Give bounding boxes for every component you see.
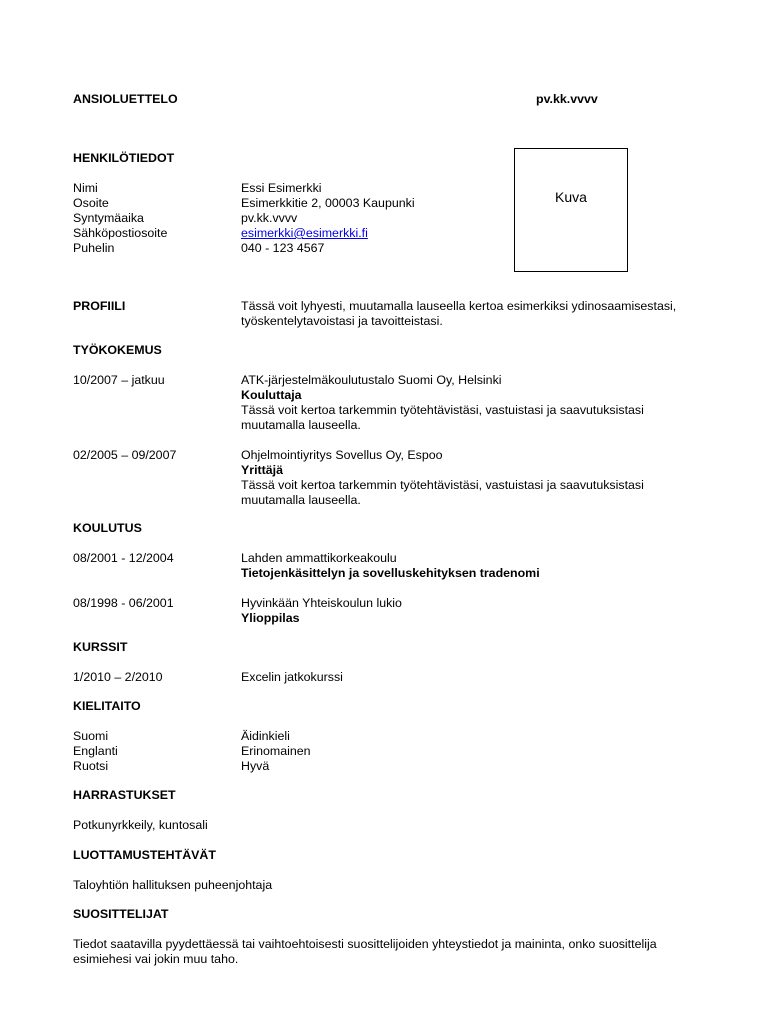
education-period-2: 08/1998 - 06/2001 [73,596,174,610]
language-1: Suomi [73,729,109,743]
value-phone: 040 - 123 4567 [241,241,325,255]
label-email: Sähköpostiosoite [73,226,168,240]
value-address: Esimerkkitie 2, 00003 Kaupunki [241,196,415,210]
experience-desc-1a: Tässä voit kertoa tarkemmin työtehtävistäsi, vastuistasi ja saavutuksistasi [241,403,644,417]
experience-role-2: Yrittäjä [241,463,284,477]
course-name-1: Excelin jatkokurssi [241,670,343,684]
language-3: Ruotsi [73,759,109,773]
hobbies-text: Potkunyrkkeily, kuntosali [73,818,208,832]
profile-text-line-1: Tässä voit lyhyesti, muutamalla lauseella kertoa esimerkiksi ydinosaamisestasi, [241,299,677,313]
personal-heading: HENKILÖTIEDOT [73,151,175,165]
language-level-3: Hyvä [241,759,270,773]
experience-heading: TYÖKOKEMUS [73,343,162,357]
courses-heading: KURSSIT [73,640,128,654]
document-title: ANSIOLUETTELO [73,92,178,106]
trust-heading: LUOTTAMUSTEHTÄVÄT [73,848,216,862]
profile-heading: PROFIILI [73,299,126,313]
experience-role-1: Kouluttaja [241,388,302,402]
experience-org-1: ATK-järjestelmäkoulutustalo Suomi Oy, Helsinki [241,373,502,387]
experience-desc-2a: Tässä voit kertoa tarkemmin työtehtävistäsi, vastuistasi ja saavutuksistasi [241,478,644,492]
course-period-1: 1/2010 – 2/2010 [73,670,163,684]
education-school-2: Hyvinkään Yhteiskoulun lukio [241,596,402,610]
education-heading: KOULUTUS [73,521,142,535]
references-heading: SUOSITTELIJAT [73,907,169,921]
trust-text: Taloyhtiön hallituksen puheenjohtaja [73,878,273,892]
education-degree-1: Tietojenkäsittelyn ja sovelluskehityksen tradenomi [241,566,540,580]
language-level-1: Äidinkieli [241,729,290,743]
label-phone: Puhelin [73,241,115,255]
label-birthdate: Syntymäaika [73,211,144,225]
label-address: Osoite [73,196,109,210]
label-name: Nimi [73,181,98,195]
languages-heading: KIELITAITO [73,699,141,713]
profile-text-line-2: työskentelytavoistasi ja tavoitteistasi. [241,314,443,328]
hobbies-heading: HARRASTUKSET [73,788,176,802]
education-degree-2: Ylioppilas [241,611,300,625]
email-link[interactable]: esimerkki@esimerkki.fi [241,226,368,240]
photo-label: Kuva [555,189,587,205]
experience-desc-1b: muutamalla lauseella. [241,418,361,432]
experience-period-2: 02/2005 – 09/2007 [73,448,177,462]
experience-org-2: Ohjelmointiyritys Sovellus Oy, Espoo [241,448,443,462]
references-text-line-1: Tiedot saatavilla pyydettäessä tai vaihtoehtoisesti suosittelijoiden yhteystiedot ja maininta, onko suosittelija [73,937,657,951]
language-2: Englanti [73,744,118,758]
document-date: pv.kk.vvvv [536,92,598,106]
value-birthdate: pv.kk.vvvv [241,211,298,225]
photo-placeholder [514,148,628,272]
language-level-2: Erinomainen [241,744,311,758]
education-school-1: Lahden ammattikorkeakoulu [241,551,397,565]
value-name: Essi Esimerkki [241,181,322,195]
references-text-line-2: esimiehesi vai jokin muu taho. [73,952,239,966]
education-period-1: 08/2001 - 12/2004 [73,551,174,565]
experience-period-1: 10/2007 – jatkuu [73,373,165,387]
experience-desc-2b: muutamalla lauseella. [241,493,361,507]
